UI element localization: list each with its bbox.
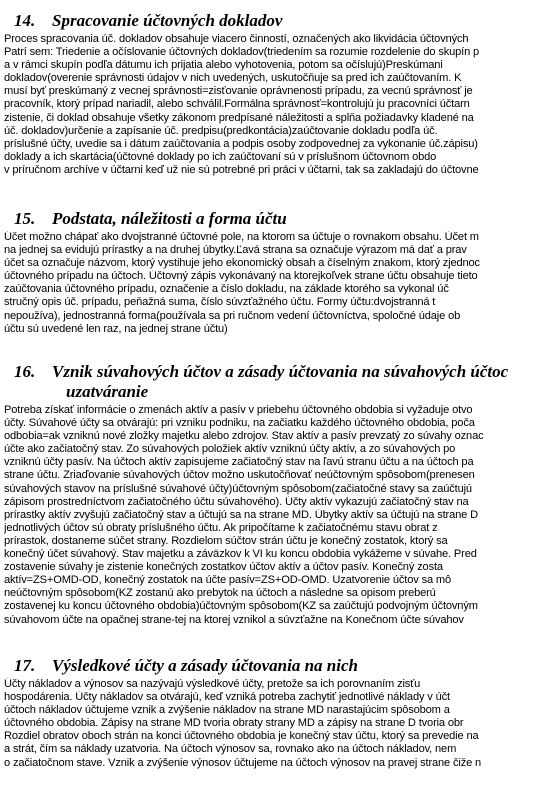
- section-title: Spracovanie účtovných dokladov: [52, 11, 283, 30]
- section-heading: [4, 656, 546, 676]
- text-line: zápisom prostredníctvom začiatočného účtu súvahového). Účty aktív vykazujú začiatočný stav na: [4, 495, 469, 508]
- text-line: Patrí sem: Triedenie a očíslovanie účtovných dokladov(triedením sa rozumie rozdelenie do skupín p: [4, 46, 480, 59]
- section-title: Vznik súvahových účtov a zásady účtovania na súvahových účtoc: [52, 362, 509, 381]
- section-body: [4, 33, 546, 177]
- text-line: príslušné účty, uvedie sa i dátum zaúčtovania a podpis osoby zodpovednej za vykonanie úč.zápisu): [4, 137, 478, 150]
- text-line: stručný opis úč. prípadu, peňažná suma, číslo súvzťažného účtu. Formy účtu:dvojstranná t: [4, 296, 436, 309]
- text-line: prírastky aktív zvyšujú začiatočný stav a účtujú sa na strane MD. Úbytky aktív sa účtujú na strane D: [4, 508, 478, 521]
- text-line: musí byť preskúmaný z vecnej správnosti=zisťovanie oprávnenosti prípadu, za vecnú správnosť je: [4, 85, 473, 98]
- section-title-continued: uzatváranie: [66, 382, 149, 401]
- text-line: súvahovom účte na opačnej strane-tej na ktorej vznikol a súvzťažne na Konečnom účte súvahov: [4, 613, 464, 626]
- text-line: účtu sú uvedené len raz, na jednej strane účtu): [4, 322, 228, 335]
- section-title: Podstata, náležitosti a forma účtu: [52, 209, 287, 228]
- section-heading: [4, 362, 546, 402]
- text-line: súvahových stavov na príslušné súvahové účty)účtovným spôsobom(začiatočné stavy sa zaúčtujú: [4, 482, 472, 495]
- section-number: 14.: [14, 11, 36, 30]
- section-number: 17.: [14, 656, 36, 675]
- text-line: zostavenie súvahy je zistenie konečných zostatkov účtov aktív a účtov pasív. Konečný zosta: [4, 561, 443, 574]
- text-line: zostavenej ku koncu účtovného obdobia)účtovným spôsobom(KZ sa zaúčtujú podvojným účtovným: [4, 600, 478, 613]
- text-line: účet sa označuje názvom, ktorý vystihuje jeho ekonomický obsah a číselným znakom, ktorý zjednoc: [4, 257, 480, 270]
- text-line: nepoužíva), jednostranná forma(používala sa pri ručnom vedení účtovníctva, spoločné údaje ob: [4, 309, 461, 322]
- text-line: dokladov(overenie správnosti údajov v nich uvedených, uskutočňuje sa pred ich zaúčtovaním. K: [4, 72, 462, 85]
- section-17: [0, 656, 546, 770]
- text-line: na jednej sa evidujú prírastky a na druhej úbytky.Ľavá strana sa označuje výrazom má dať a prav: [4, 244, 467, 257]
- text-line: pracovník, ktorý prípad nariadil, alebo schválil.Formálna správnosť=kontrolujú ju pracovníci účtarn: [4, 98, 470, 111]
- text-line: doklady a ich skartácia(účtovné doklady po ich zaúčtovaní sú v príslušnom účtovnom obdo: [4, 150, 437, 163]
- section-14: [0, 11, 546, 177]
- section-number: 16.: [14, 362, 36, 381]
- section-title: Výsledkové účty a zásady účtovania na nich: [52, 656, 358, 675]
- text-line: Účet možno chápať ako dvojstranné účtovné pole, na ktorom sa účtuje o rovnakom obsahu. Účet m: [4, 231, 479, 243]
- text-line: Potreba získať informácie o zmenách aktív a pasív v priebehu účtovného obdobia si vyžaduje otvo: [4, 404, 473, 416]
- text-line: odbobia=ak vzniknú nové zložky majetku alebo zdrojov. Stav aktív a pasív prevzatý zo súvahy oznac: [4, 430, 484, 443]
- text-line: úč. dokladov)určenie a zapísanie úč. predpisu(predkontácia)zaúčtovanie dokladu podľa úč.: [4, 124, 438, 137]
- text-line: účtovného prípadu na účtoch. Účtovný zápis vykonávaný na ktorejkoľvek strane účtu obsahuje tieto: [4, 270, 478, 283]
- text-line: účtoch nákladov účtujeme vznik a zvýšenie nákladov na strane MD narastajúcim spôsobom a: [4, 704, 450, 717]
- text-line: vzniknú účty pasív. Na účtoch aktív zapisujeme začiatočný stav na ľavú stranu účtu a na účtoch pa: [4, 456, 474, 469]
- text-line: Proces spracovania úč. dokladov obsahuje viacero činností, označených ako likvidácia účtovných: [4, 33, 469, 45]
- text-line: zistenie, či doklad obsahuje všetky zákonom predpísané náležitosti a spĺňa požiadavky kladené na: [4, 111, 474, 124]
- text-line: Účty nákladov a výnosov sa nazývajú výsledkové účty, pretože sa ich porovnaním zisťu: [4, 678, 421, 690]
- text-line: o začiatočnom stave. Vznik a zvýšenie výnosov účtujeme na účtoch výnosov na pravej strane čiže n: [4, 756, 482, 769]
- section-15: [0, 209, 546, 336]
- text-line: aktív=ZS+OMD-OD, konečný zostatok na účte pasív=ZS+OD-OMD. Uzatvorenie účtov sa mô: [4, 574, 452, 587]
- text-line: hospodárenia. Účty nákladov sa otvárajú, keď vzniká potreba zachytiť jednotlivé náklady v účt: [4, 691, 450, 704]
- section-body: [4, 678, 546, 770]
- text-line: účtovného obdobia. Zápisy na strane MD tvoria obraty strany MD a zápisy na strane D tvoria obr: [4, 717, 464, 730]
- text-line: konečný účet súvahový. Stav majetku a záväzkov k VI ku koncu obdobia vykážeme v súvahe. Pred: [4, 548, 477, 561]
- text-line: neúčtovným spôsobom(KZ zostanú ako prebytok na účtoch a následne sa opisom preberú: [4, 587, 436, 600]
- text-line: a v rámci skupín podľa dátumu ich prijatia alebo vyhotovenia, potom sa očíslujú)Preskúmani: [4, 59, 443, 72]
- section-number: 15.: [14, 209, 36, 228]
- text-line: jednotlivých účtov sú obraty príslušného účtu. Ak pripočítame k začiatočnému stavu obrat z: [4, 521, 438, 534]
- text-line: strane účtu. Zriaďovanie súvahových účtov možno uskutočňovať neúčtovným spôsobom(prenesen: [4, 469, 475, 482]
- text-line: prírastok, dostaneme súčet strany. Rozdielom súčtov strán účtu je konečný zostatok, ktorý sa: [4, 534, 448, 547]
- text-line: zaúčtovania účtovného prípadu, označenie a číslo dokladu, na základe ktorého sa vykonal úč: [4, 283, 449, 296]
- text-line: a strát, čím sa náklady uzatvoria. Na účtoch výnosov sa, rovnako ako na účtoch nákladov, nem: [4, 743, 457, 756]
- section-heading: [4, 209, 546, 229]
- text-line: Rozdiel obratov oboch strán na konci účtovného obdobia je konečný stav účtu, ktorý sa prevedie na: [4, 730, 479, 743]
- text-line: účty. Súvahové účty sa otvárajú: pri vzniku podniku, na začiatku každého účtovného obdobia, poča: [4, 417, 475, 430]
- section-heading: [4, 11, 546, 31]
- section-body: [4, 231, 546, 336]
- text-line: v príručnom archíve v účtarni keď už nie sú potrebné pri práci v účtarni, tak sa zakladajú do účtovne: [4, 163, 479, 176]
- section-body: [4, 404, 546, 627]
- text-line: účte ako začiatočný stav. Zo súvahových položiek aktív vzniknú účty aktív, a zo súvahových po: [4, 443, 456, 456]
- section-16: [0, 362, 546, 627]
